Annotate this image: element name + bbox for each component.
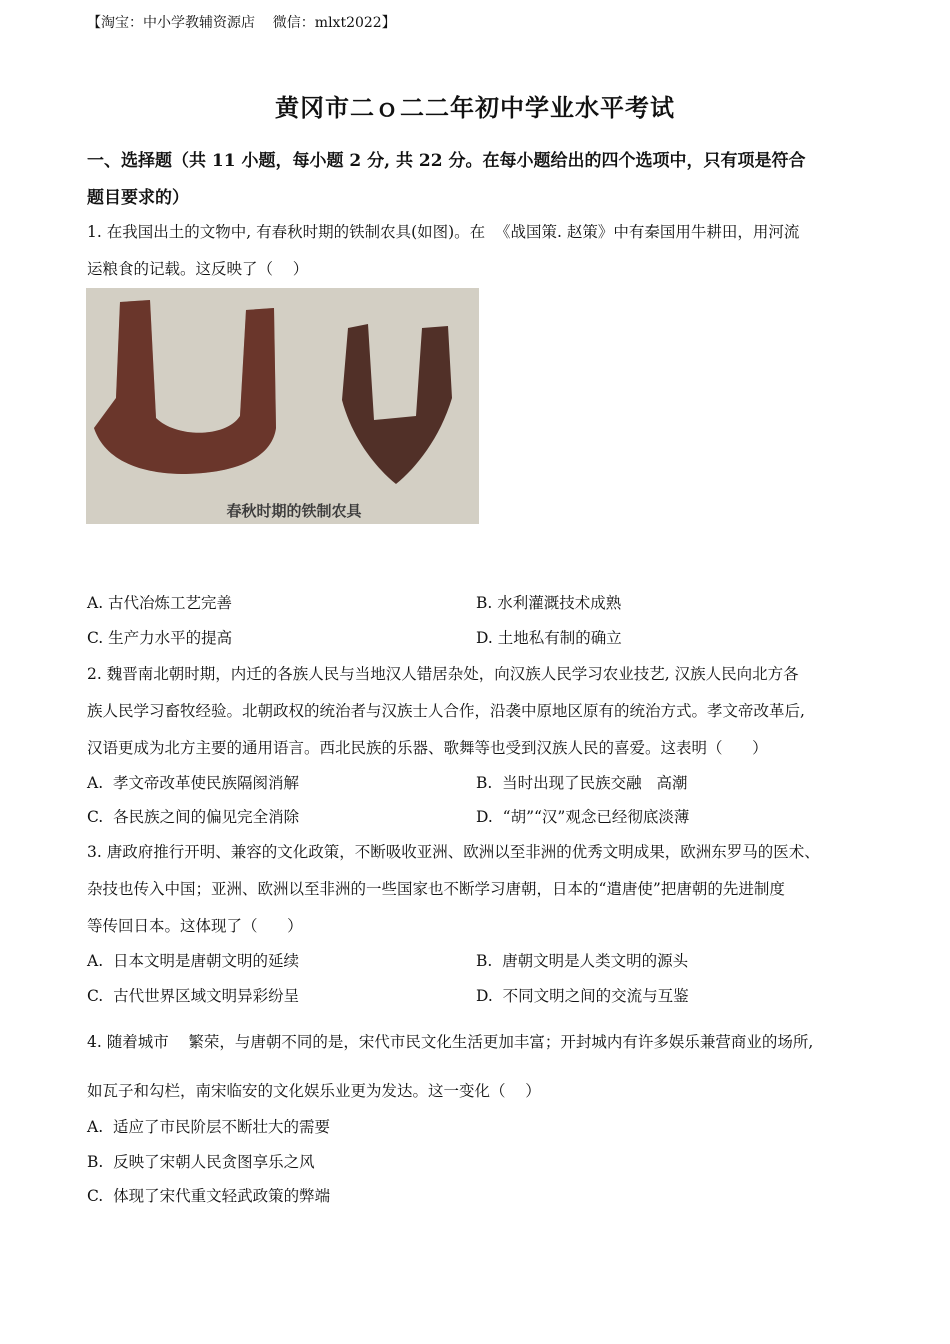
q2-stem-line2: 族人民学习畜牧经验。北朝政权的统治者与汉族士人合作，沿袭中原地区原有的统治方式。孝文帝改革后, (87, 702, 805, 720)
q1-option-b[interactable]: B. 水利灌溉技术成熟 (476, 594, 622, 612)
q1-option-d[interactable]: D. 土地私有制的确立 (476, 629, 622, 647)
iron-tools-photo (86, 288, 479, 524)
q2-stem-line1: 2. 魏晋南北朝时期，内迁的各族人民与当地汉人错居杂处，向汉族人民学习农业技艺, 汉族人民向北方各 (87, 665, 799, 683)
q4-option-b[interactable]: B. 反映了宋朝人民贪图享乐之风 (87, 1153, 315, 1171)
section-heading-line1: 一、选择题（共 11 小题，每小题 2 分, 共 22 分。在每小题给出的四个选项中，只有项是符合 (87, 151, 806, 171)
exam-title: 黄冈市二ｏ二二年初中学业水平考试 (275, 93, 675, 122)
q1-stem-line2: 运粮食的记载。这反映了（ ） (87, 260, 309, 278)
q3-option-b[interactable]: B. 唐朝文明是人类文明的源头 (476, 952, 689, 970)
q3-stem-line2: 杂技也传入中国；亚洲、欧洲以至非洲的一些国家也不断学习唐朝，日本的“遣唐使”把唐朝的先进制度 (87, 880, 785, 898)
section-heading-line2: 题目要求的） (87, 188, 189, 208)
q3-option-a[interactable]: A. 日本文明是唐朝文明的延续 (87, 952, 299, 970)
q4-stem-line1: 4. 随着城市 繁荣，与唐朝不同的是，宋代市民文化生活更加丰富；开封城内有许多娱乐兼营商业的场所, (87, 1033, 814, 1051)
q2-option-a[interactable]: A. 孝文帝改革使民族隔阂消解 (87, 774, 299, 792)
q1-option-c[interactable]: C. 生产力水平的提高 (87, 629, 233, 647)
page-header: 【淘宝：中小学教辅资源店 微信：mlxt2022】 (87, 15, 396, 31)
q2-stem-line3: 汉语更成为北方主要的通用语言。西北民族的乐器、歌舞等也受到汉族人民的喜爱。这表明（ ） (87, 739, 768, 757)
q3-option-d[interactable]: D. 不同文明之间的交流与互鉴 (476, 987, 689, 1005)
q2-option-c[interactable]: C. 各民族之间的偏见完全消除 (87, 808, 300, 826)
q2-option-b[interactable]: B. 当时出现了民族交融 高潮 (476, 774, 688, 792)
q1-option-a[interactable]: A. 古代冶炼工艺完善 (87, 594, 233, 612)
q3-stem-line1: 3. 唐政府推行开明、兼容的文化政策，不断吸收亚洲、欧洲以至非洲的优秀文明成果，欧洲东罗马的医术、 (87, 843, 820, 861)
q3-stem-line3: 等传回日本。这体现了（ ） (87, 917, 303, 935)
q1-stem-line1: 1. 在我国出土的文物中, 有春秋时期的铁制农具(如图)。在 《战国策. 赵策》中有秦国用牛耕田，用河流 (87, 223, 800, 241)
figure-caption: 春秋时期的铁制农具 (226, 502, 362, 520)
q4-stem-line2: 如瓦子和勾栏，南宋临安的文化娱乐业更为发达。这一变化（ ） (87, 1082, 541, 1100)
q4-option-c[interactable]: C. 体现了宋代重文轻武政策的弊端 (87, 1187, 331, 1205)
q3-option-c[interactable]: C. 古代世界区域文明异彩纷呈 (87, 987, 300, 1005)
q4-option-a[interactable]: A. 适应了市民阶层不断壮大的需要 (87, 1118, 330, 1136)
q2-option-d[interactable]: D. “胡”“汉”观念已经彻底淡薄 (476, 808, 690, 826)
